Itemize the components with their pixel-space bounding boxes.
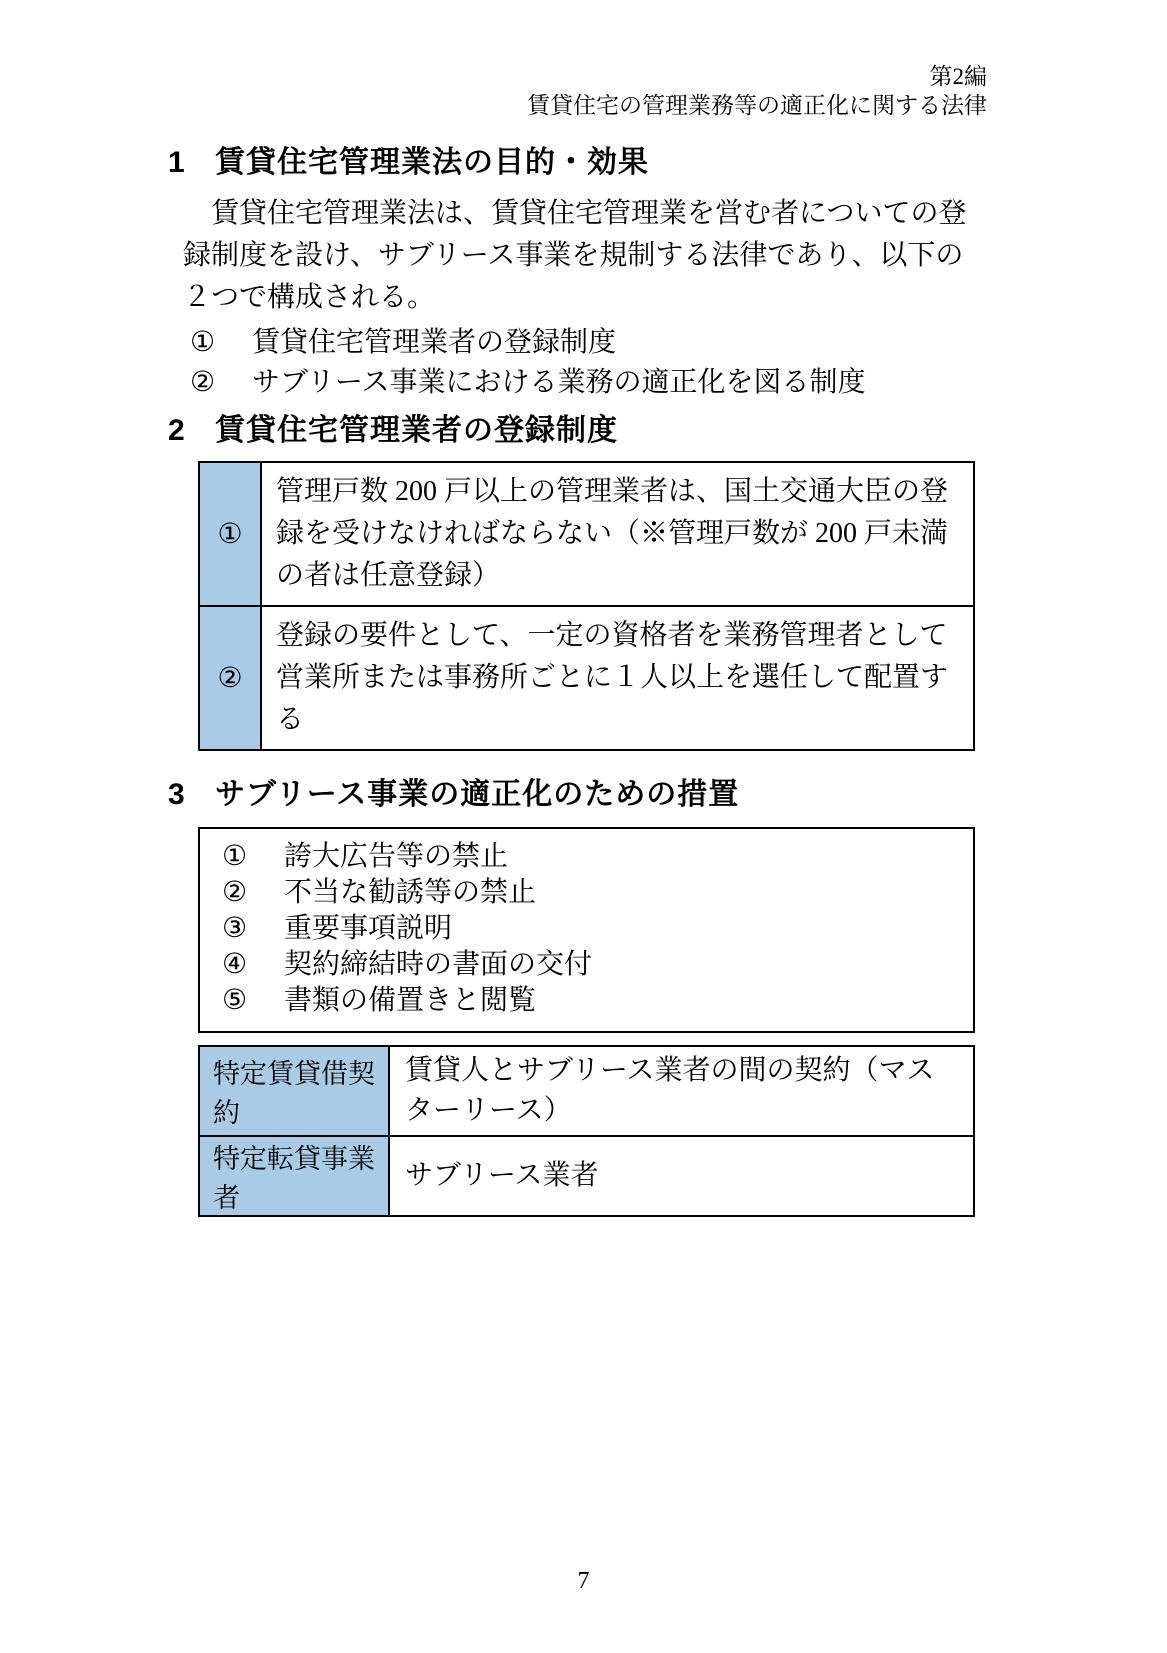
definition-row <box>199 1046 974 1136</box>
section-2-number: 2 <box>168 414 186 447</box>
measures-box <box>198 827 975 1033</box>
section-2-title: 賃貸住宅管理業者の登録制度 <box>215 414 618 447</box>
page-number: 7 <box>577 1568 590 1594</box>
definitions-table <box>198 1045 975 1217</box>
measure-item <box>200 911 973 947</box>
item-text: 不当な勧誘等の禁止 <box>284 877 537 908</box>
item-marker: ⑤ <box>222 985 248 1016</box>
item-text: 重要事項説明 <box>284 913 453 944</box>
registration-table <box>198 461 975 751</box>
item-text: 契約締結時の書面の交付 <box>284 949 593 980</box>
measure-item <box>200 839 973 875</box>
item-marker: ② <box>190 367 216 398</box>
table-row <box>199 606 974 750</box>
section-3-number: 3 <box>168 778 186 811</box>
item-marker: ① <box>190 327 216 358</box>
measure-item <box>200 875 973 911</box>
row-marker-cell: ② <box>199 606 261 750</box>
measure-item <box>200 947 973 983</box>
section-3-title: サブリース事業の適正化のための措置 <box>215 778 740 811</box>
item-marker: ① <box>222 841 248 872</box>
term-cell: 特定賃貸借契約 <box>199 1046 389 1136</box>
section-2-heading <box>168 413 983 449</box>
measure-item <box>200 983 973 1019</box>
item-marker: ② <box>222 877 248 908</box>
definition-cell: サブリース業者 <box>389 1136 974 1216</box>
section-1-list <box>168 323 983 403</box>
content-column <box>168 0 983 1217</box>
row-marker-cell: ① <box>199 462 261 606</box>
section-1-paragraph: 賃貸住宅管理業法は、賃貸住宅管理業を営む者についての登録制度を設け、サブリース事業を規制する法律であり、以下の２つで構成される。 <box>183 198 967 313</box>
definition-cell: 賃貸人とサブリース業者の間の契約（マスターリース） <box>389 1046 974 1136</box>
definition-row <box>199 1136 974 1216</box>
term-cell: 特定転貸事業者 <box>199 1136 389 1216</box>
section-1-number: 1 <box>168 146 186 179</box>
section-1-heading <box>168 145 983 181</box>
header-law-title: 賃貸住宅の管理業務等の適正化に関する法律 <box>527 93 987 118</box>
table-row <box>199 462 974 606</box>
item-marker: ③ <box>222 913 248 944</box>
item-text: 誇大広告等の禁止 <box>284 841 509 872</box>
list-item <box>190 323 983 363</box>
row-text-cell: 登録の要件として、一定の資格者を業務管理者として営業所または事務所ごとに１人以上を選任して配置する <box>261 606 974 750</box>
row-text-cell: 管理戸数 200 戸以上の管理業者は、国土交通大臣の登録を受けなければならない（※管理戸数が 200 戸未満の者は任意登録） <box>261 462 974 606</box>
item-text: 賃貸住宅管理業者の登録制度 <box>252 327 617 358</box>
item-text: 書類の備置きと閲覧 <box>284 985 537 1016</box>
header-edition: 第2編 <box>929 64 987 89</box>
item-text: サブリース事業における業務の適正化を図る制度 <box>252 367 866 398</box>
section-3-heading <box>168 777 983 813</box>
list-item <box>190 363 983 403</box>
item-marker: ④ <box>222 949 248 980</box>
section-1-title: 賃貸住宅管理業法の目的・効果 <box>215 146 649 179</box>
